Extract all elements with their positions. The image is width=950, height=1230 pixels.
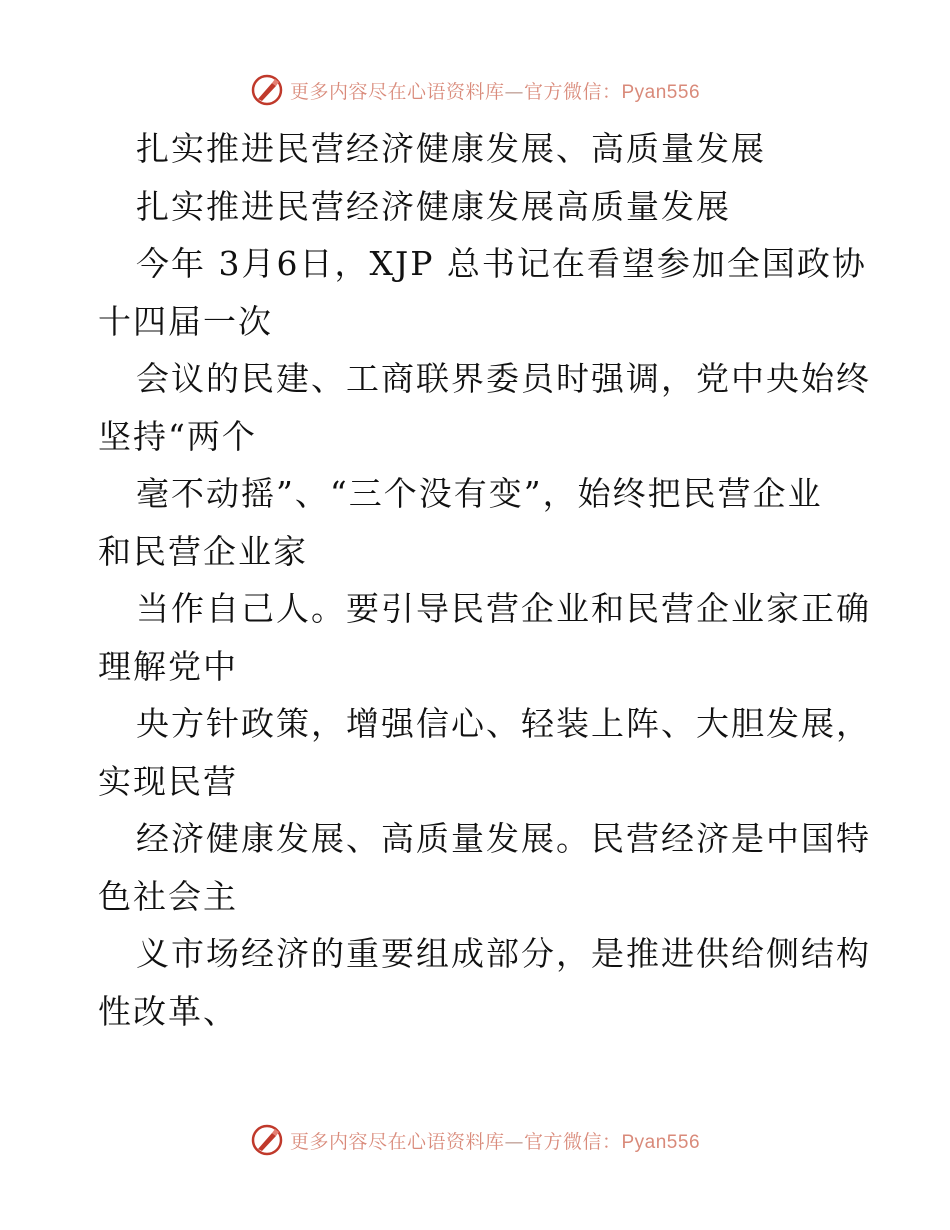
footer-separator: —	[504, 1130, 524, 1153]
body-line: 义市场经济的重要组成部分，是推进供给侧结构	[136, 934, 871, 973]
body-line: 十四届一次	[98, 301, 273, 341]
footer-site-text: 更多内容尽在心语资料库	[289, 1130, 505, 1153]
body-line: 毫不动摇”、“三个没有变”，始终把民营企业	[136, 474, 823, 513]
pen-logo-icon	[250, 1123, 284, 1157]
footer-banner-text	[290, 1127, 700, 1154]
header-banner-text	[290, 77, 700, 104]
body-line: 会议的民建、工商联界委员时强调，党中央始终	[136, 359, 871, 398]
document-subtitle: 扎实推进民营经济健康发展高质量发展	[136, 186, 731, 226]
header-separator: —	[504, 80, 524, 103]
header-contact-text: 官方微信：	[523, 80, 622, 103]
footer-contact-text: 官方微信：	[523, 1130, 622, 1153]
pen-logo-icon	[250, 73, 284, 107]
body-line: 理解党中	[98, 646, 238, 686]
footer-banner	[0, 1120, 950, 1160]
document-title: 扎实推进民营经济健康发展、高质量发展	[136, 129, 766, 168]
body-line: 和民营企业家	[98, 531, 308, 571]
body-line: 今年 3月6日，XJP 总书记在看望参加全国政协	[136, 244, 867, 283]
body-line: 色社会主	[98, 876, 238, 916]
body-line: 央方针政策，增强信心、轻装上阵、大胆发展，	[136, 704, 871, 743]
body-line: 经济健康发展、高质量发展。民营经济是中国特	[136, 819, 871, 858]
body-line: 当作自己人。要引导民营企业和民营企业家正确	[136, 589, 871, 628]
header-banner	[0, 70, 950, 110]
body-line: 性改革、	[98, 991, 238, 1031]
footer-contact-id: Pyan556	[621, 1131, 701, 1153]
header-site-text: 更多内容尽在心语资料库	[289, 80, 505, 103]
body-line: 坚持“两个	[98, 416, 257, 456]
document-body	[98, 120, 871, 1040]
header-contact-id: Pyan556	[621, 81, 701, 103]
body-line: 实现民营	[98, 761, 238, 801]
